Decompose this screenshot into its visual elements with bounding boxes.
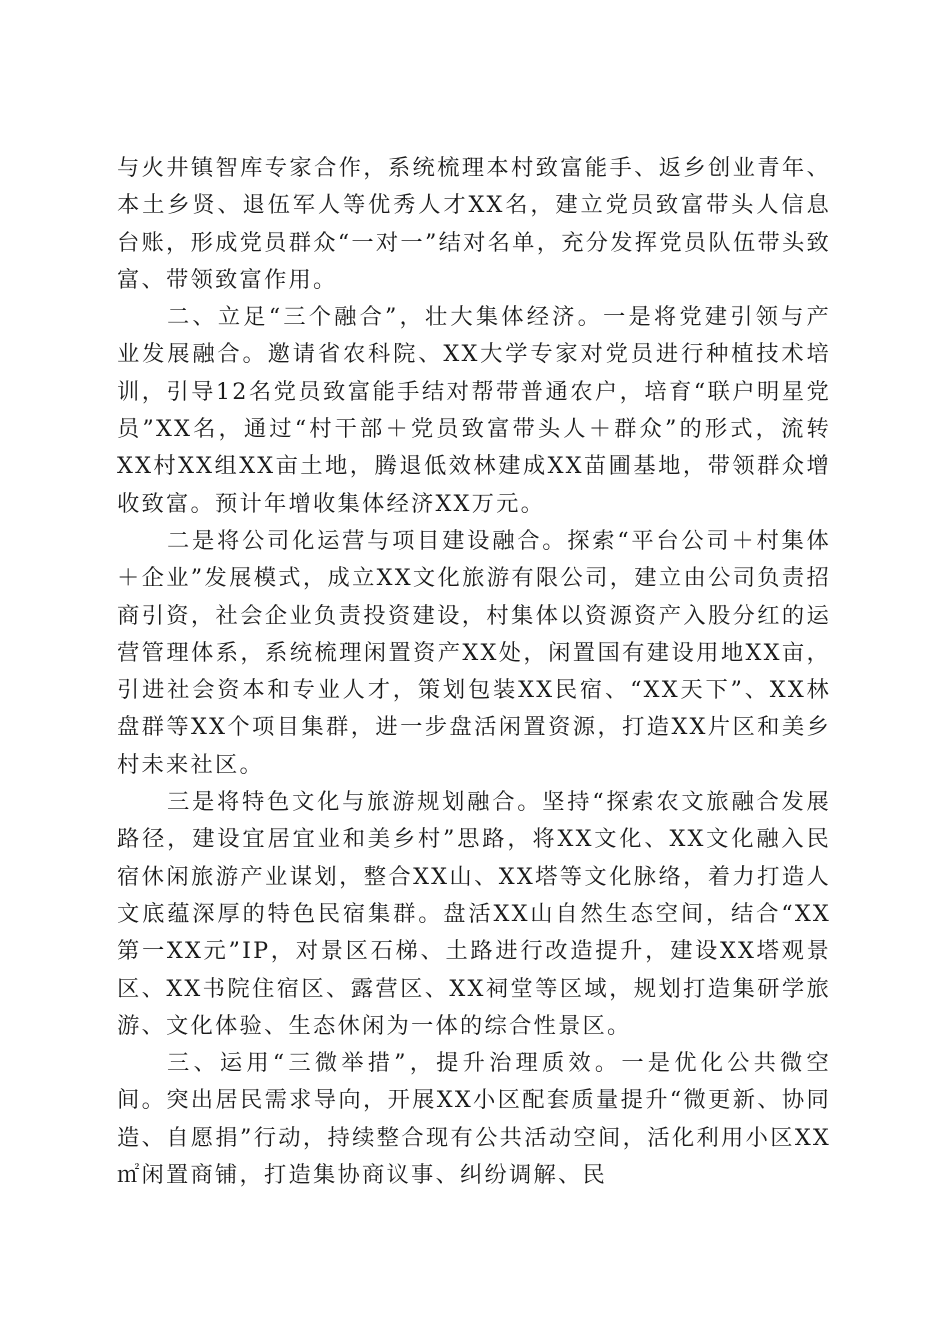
paragraph-company-operation: 二是将公司化运营与项目建设融合。探索“平台公司＋村集体＋企业”发展模式，成立XX文化旅游有限公司，建立由公司负责招商引资，社会企业负责投资建设，村集体以资源资产入股分红的运营管理体系，系统梳理闲置资产XX处，闲置国有建设用地XX亩，引进社会资本和专业人才，策划包装XX民宿、“XX天下”、XX林盘群等XX个项目集群，进一步盘活闲置资源，打造XX片区和美乡村未来社区。 xyxy=(117,527,831,778)
document-body xyxy=(117,150,831,1194)
paragraph-talent-registry: 与火井镇智库专家合作，系统梳理本村致富能手、返乡创业青年、本土乡贤、退伍军人等优秀人才XX名，建立党员致富带头人信息台账，形成党员群众“一对一”结对名单，充分发挥党员队伍带头致富、带领致富作用。 xyxy=(117,155,831,293)
paragraph-culture-tourism: 三是将特色文化与旅游规划融合。坚持“探索农文旅融合发展路径，建设宜居宜业和美乡村”思路，将XX文化、XX文化融入民宿休闲旅游产业谋划，整合XX山、XX塔等文化脉络，着力打造人文底蕴深厚的特色民宿集群。盘活XX山自然生态空间，结合“XX第一XX元”IP，对景区石梯、土路进行改造提升，建设XX塔观景区、XX书院住宿区、露营区、XX祠堂等区域，规划打造集研学旅游、文化体验、生态休闲为一体的综合性景区。 xyxy=(117,789,831,1039)
paragraph-three-integrations: 二、立足“三个融合”，壮大集体经济。一是将党建引领与产业发展融合。邀请省农科院、XX大学专家对党员进行种植技术培训，引导12名党员致富能手结对帮带普通农户，培育“联户明星党员”XX名，通过“村干部＋党员致富带头人＋群众”的形式，流转XX村XX组XX亩土地，腾退低效林建成XX苗圃基地，带领群众增收致富。预计年增收集体经济XX万元。 xyxy=(117,304,831,517)
paragraph-three-micro-measures: 三、运用“三微举措”，提升治理质效。一是优化公共微空间。突出居民需求导向，开展XX小区配套质量提升“微更新、协同造、自愿捐”行动，持续整合现有公共活动空间，活化利用小区XX㎡闲置商铺，打造集协商议事、纠纷调解、民 xyxy=(117,1050,831,1189)
